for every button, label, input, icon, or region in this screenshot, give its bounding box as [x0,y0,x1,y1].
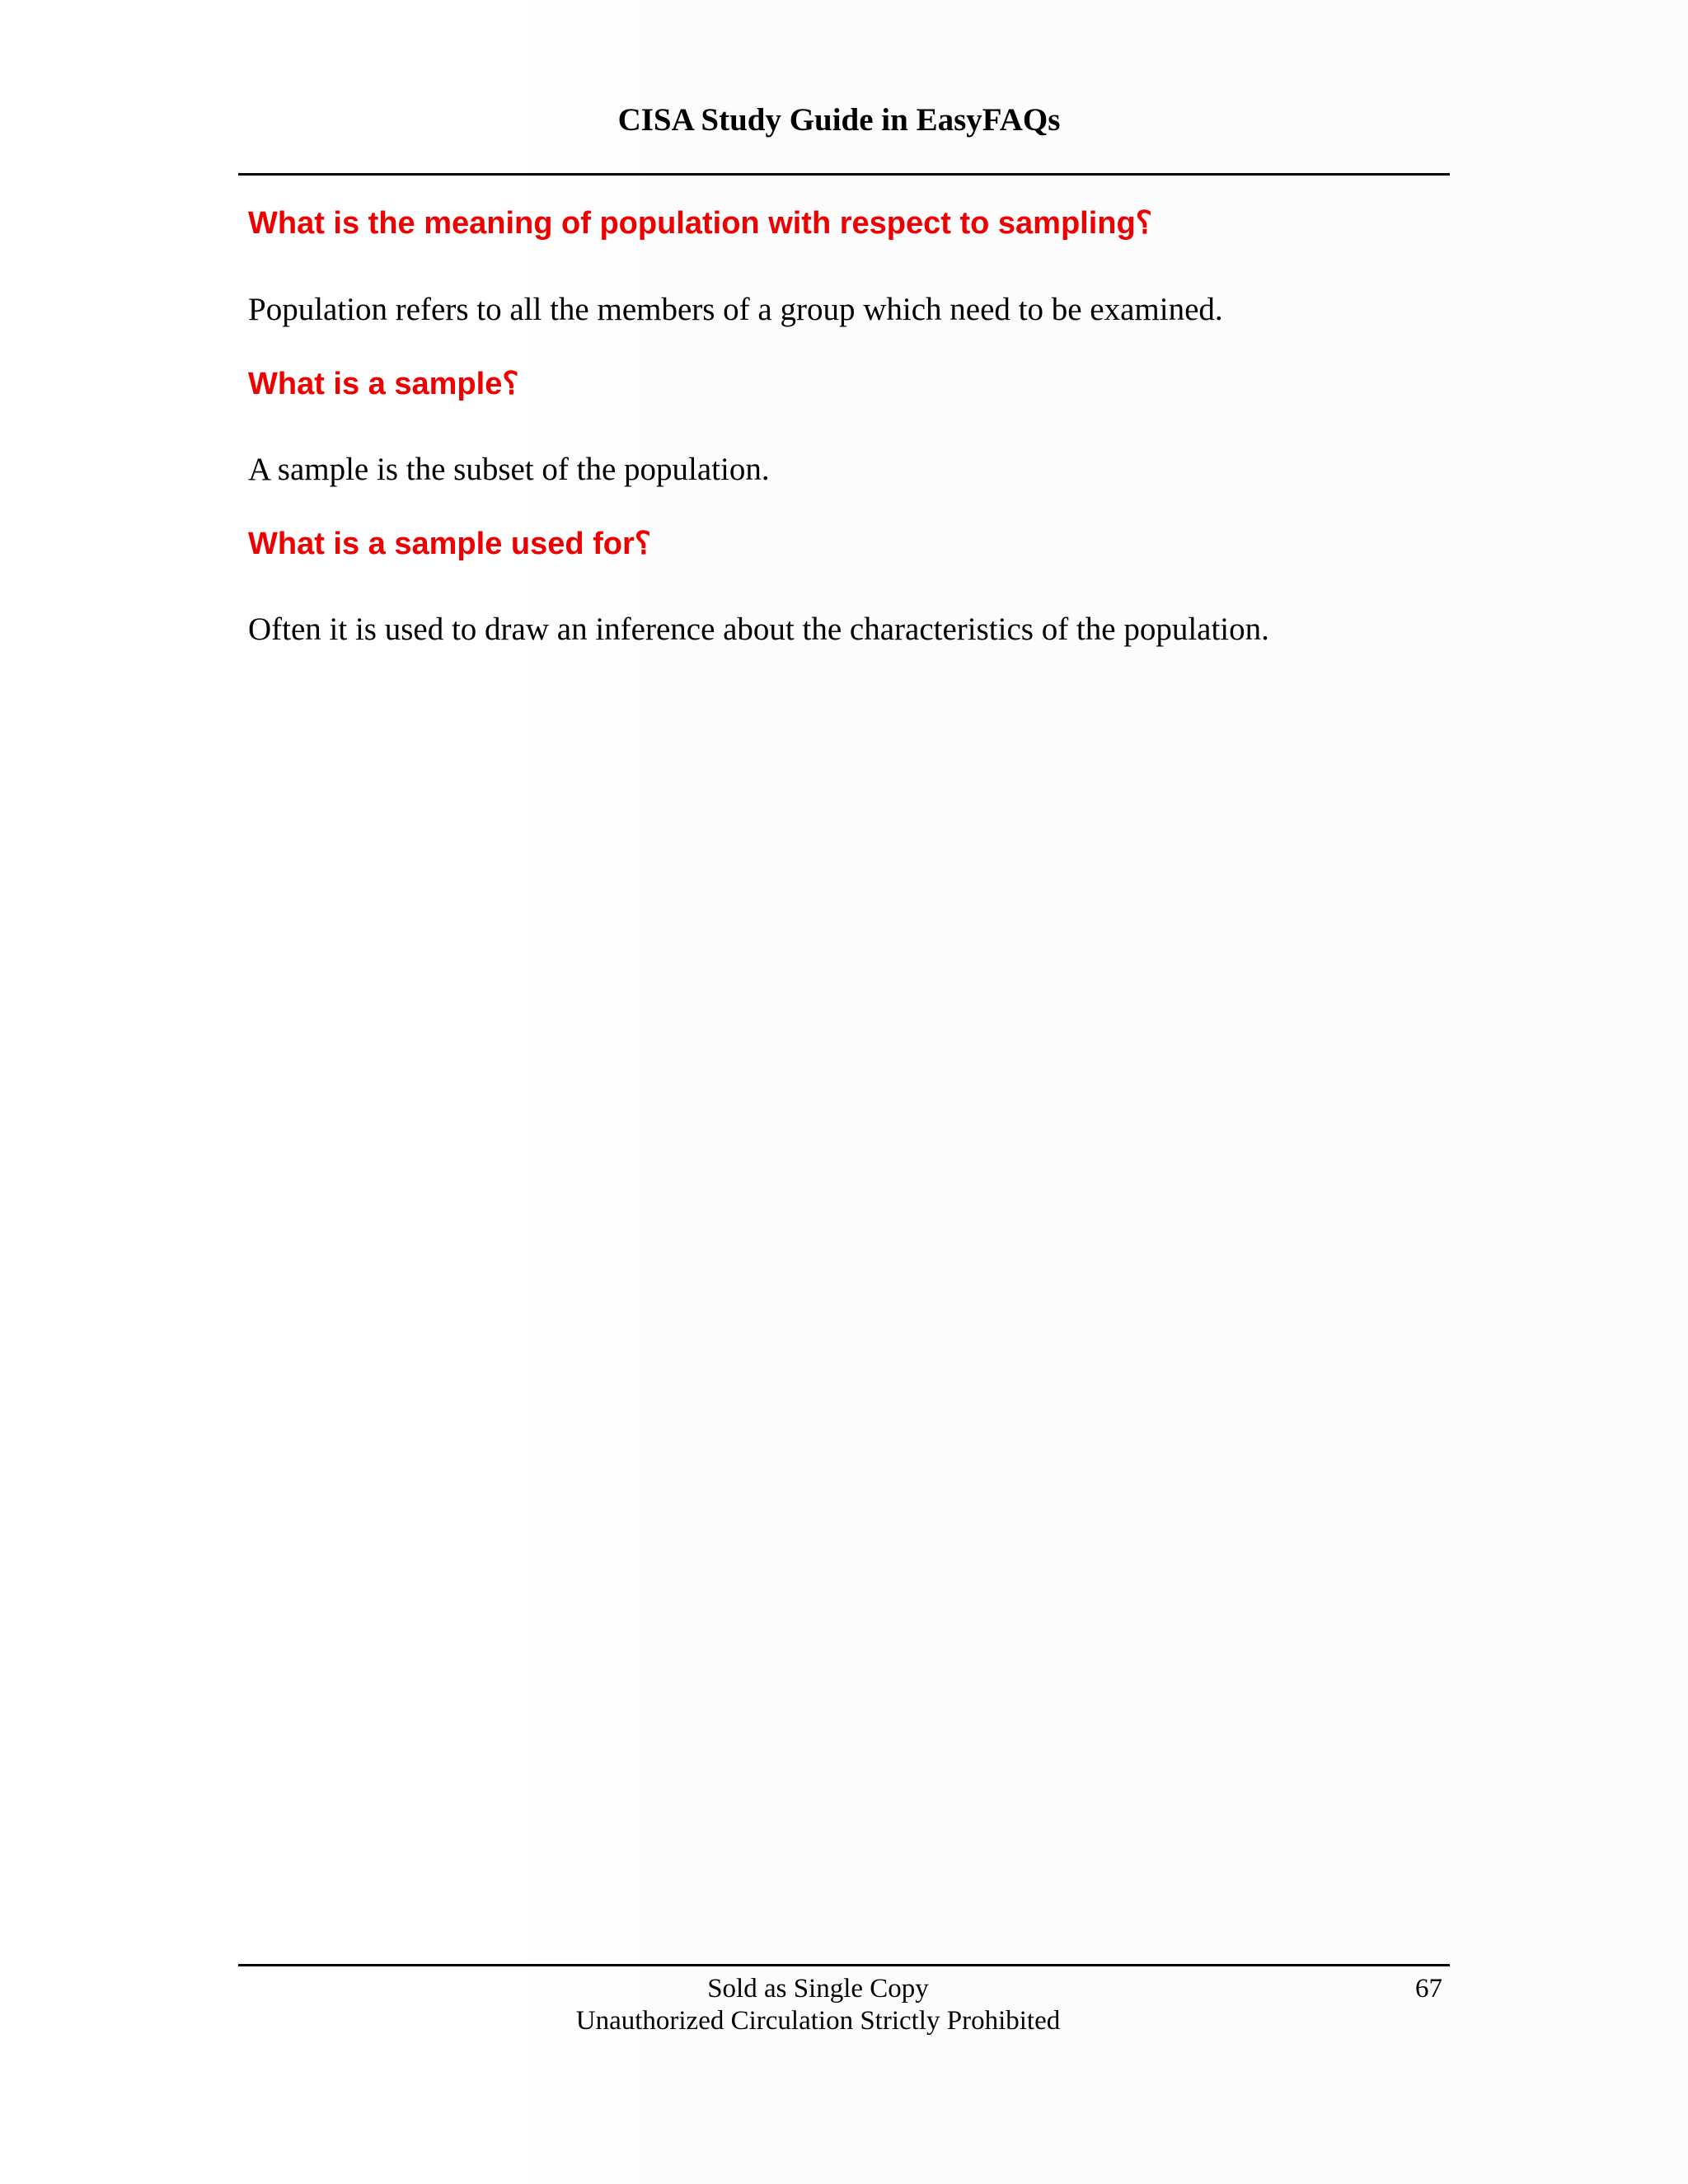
footer-rule [238,1964,1450,1966]
faq-answer-1: Population refers to all the members of a group which need to be examined. [248,292,1223,327]
faq-answer-3: Often it is used to draw an inference about the characteristics of the population. [248,612,1269,647]
faq-question-3: What is a sample used for؟ [248,527,651,561]
faq-question-2: What is a sample؟ [248,367,519,401]
footer-circulation-notice: Unauthorized Circulation Strictly Prohibited [575,2006,1061,2036]
page-header-title: CISA Study Guide in EasyFAQs [617,102,1061,138]
footer-sold-notice: Sold as Single Copy [707,1974,929,2004]
faq-answer-2: A sample is the subset of the population. [248,452,770,487]
header-rule [238,173,1450,176]
faq-question-1: What is the meaning of population with respect to sampling؟ [248,206,1152,241]
page-number: 67 [1415,1974,1442,2004]
